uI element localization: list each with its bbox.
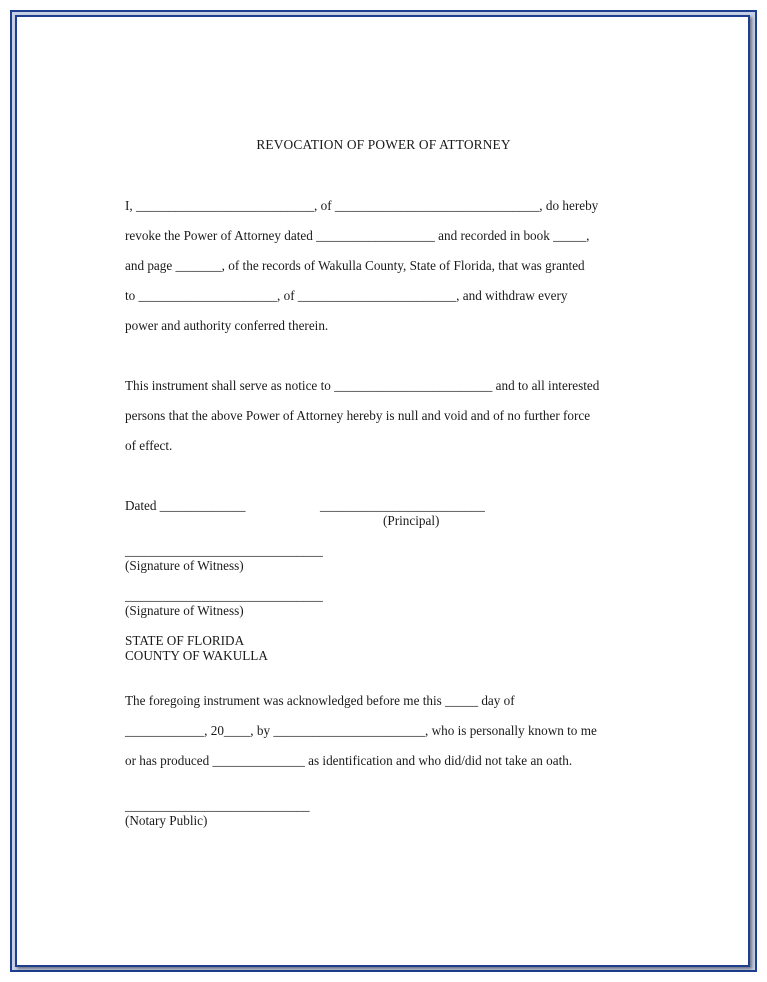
acknowledgment-line3: or has produced ______________ as identification and who did/did not take an oath. (125, 753, 573, 768)
paragraph2-line2: persons that the above Power of Attorney hereby is null and void and of no further force (125, 408, 591, 423)
principal-signature-line: _________________________ (320, 498, 485, 513)
paragraph1-line2: revoke the Power of Attorney dated __________________ and recorded in book _____, (125, 228, 590, 243)
witness2-signature-line: ______________________________ (125, 588, 323, 603)
acknowledgment-line2: ____________, 20____, by _______________________, who is personally known to me (125, 723, 597, 738)
paragraph1-line3: and page _______, of the records of Wakulla County, State of Florida, that was granted (125, 258, 585, 273)
acknowledgment-line1: The foregoing instrument was acknowledged before me this _____ day of (125, 693, 515, 708)
witness1-label: (Signature of Witness) (125, 558, 244, 573)
paragraph1-line1: I, ___________________________, of _______________________________, do hereby (125, 198, 599, 213)
witness2-label: (Signature of Witness) (125, 603, 244, 618)
dated-field: Dated _____________ (125, 498, 246, 513)
principal-label: (Principal) (383, 513, 440, 528)
venue-county: COUNTY OF WAKULLA (125, 648, 268, 663)
notary-label: (Notary Public) (125, 813, 208, 828)
venue-state: STATE OF FLORIDA (125, 633, 245, 648)
paragraph2-line1: This instrument shall serve as notice to ________________________ and to all interested (125, 378, 600, 393)
paragraph1-line5: power and authority conferred therein. (125, 318, 329, 333)
witness1-signature-line: ______________________________ (125, 543, 323, 558)
notary-signature-line: ____________________________ (125, 798, 310, 813)
document-title: REVOCATION OF POWER OF ATTORNEY (256, 137, 511, 152)
paragraph2-line3: of effect. (125, 438, 173, 453)
paragraph1-line4: to _____________________, of ________________________, and withdraw every (125, 288, 568, 303)
